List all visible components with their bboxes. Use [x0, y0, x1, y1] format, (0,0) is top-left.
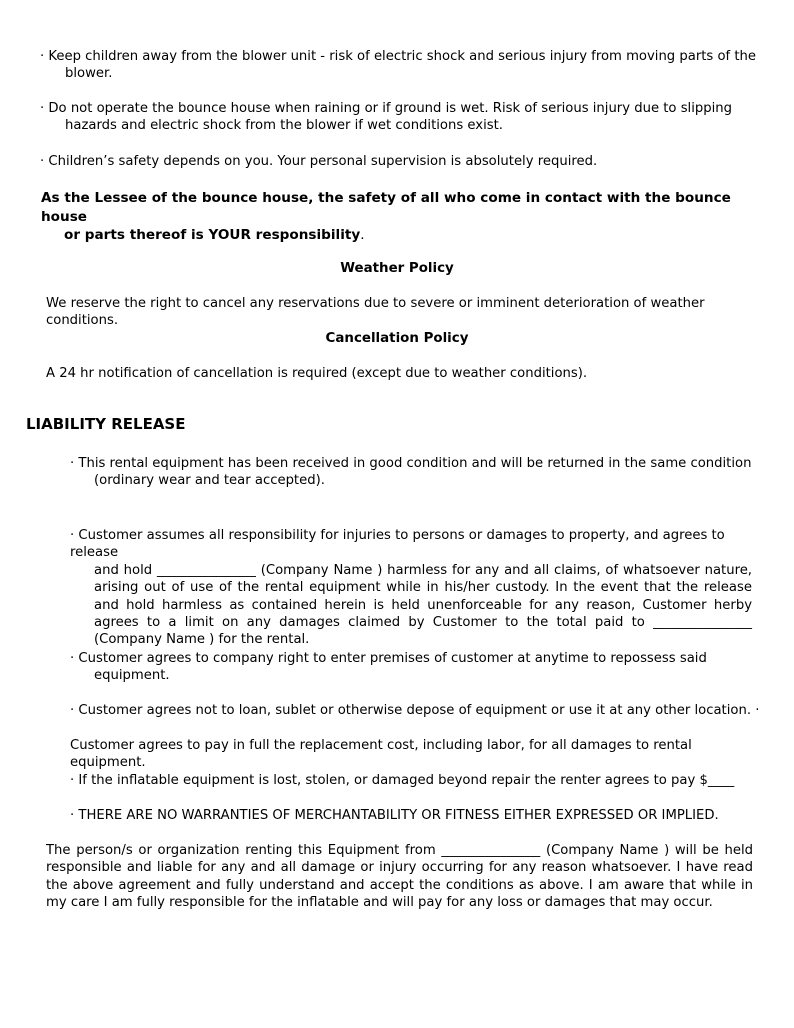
safety-item-1 [40, 48, 760, 83]
liability-item-2 [70, 527, 752, 649]
liability-item-6 [70, 772, 770, 789]
liability-item-3 [70, 650, 760, 685]
bullet-dot: · [40, 49, 45, 64]
liability-item-1 [70, 455, 760, 490]
cancellation-policy-title: Cancellation Policy [325, 331, 469, 346]
bullet-dot: · [40, 101, 45, 116]
safety-item-2 [40, 100, 760, 135]
liability-item-2-first: Customer assumes all responsibility for injuries to persons or damages to property, and agrees to release [70, 528, 725, 561]
lessee-line2: or parts thereof is YOUR responsibility [64, 227, 361, 243]
bullet-dot: · [40, 154, 45, 169]
liability-release-title: LIABILITY RELEASE [26, 415, 186, 433]
liability-item-5: Customer agrees to pay in full the replacement cost, including labor, for all damages to rental equipment. [70, 738, 692, 771]
lessee-line2-end: . [360, 227, 365, 243]
lessee-line1: As the Lessee of the bounce house, the safety of all who come in contact with the bounce house [41, 190, 731, 225]
safety-item-2-line2: hazards and electric shock from the blower if wet conditions exist. [65, 118, 503, 134]
liability-item-7 [70, 807, 770, 824]
liability-item-7-text: THERE ARE NO WARRANTIES OF MERCHANTABILITY OR FITNESS EITHER EXPRESSED OR IMPLIED. [78, 808, 719, 823]
liability-item-6-text: If the inflatable equipment is lost, stolen, or damaged beyond repair the renter agrees to pay $____ [78, 773, 735, 788]
bullet-dot: · [70, 528, 75, 543]
liability-item-3-line2: equipment. [94, 668, 170, 684]
liability-item-1-line1: This rental equipment has been received in good condition and will be returned in the same condition [78, 456, 752, 471]
liability-item-3-line1: Customer agrees to company right to enter premises of customer at anytime to repossess said [78, 651, 707, 666]
liability-item-4-text: Customer agrees not to loan, sublet or otherwise depose of equipment or use it at any other location. · [78, 703, 760, 718]
liability-item-1-line2: (ordinary wear and tear accepted). [94, 473, 325, 489]
cancellation-policy-text: A 24 hr notification of cancellation is required (except due to weather conditions). [46, 366, 588, 381]
safety-item-1-line1: Keep children away from the blower unit - risk of electric shock and serious injury from moving parts of the [48, 49, 757, 64]
bullet-dot: · [70, 456, 75, 471]
closing-paragraph: The person/s or organization renting this Equipment from _______________ (Company Name ) will be held responsible and liable for any and all damage or injury occurring for any reason whatsoever. I have read the above agreement and fully understand and accept the conditions as above. I am aware that while in my care I am fully responsible for the inflatable and will pay for any loss or damages that may occur. [46, 843, 753, 911]
bullet-dot: · [70, 773, 75, 788]
safety-item-3-line1: Children’s safety depends on you. Your personal supervision is absolutely required. [48, 154, 598, 169]
liability-item-4 [70, 702, 770, 719]
safety-item-1-line2: blower. [65, 66, 113, 82]
lessee-responsibility [41, 189, 761, 245]
safety-item-2-line1: Do not operate the bounce house when raining or if ground is wet. Risk of serious injury due to slipping [48, 101, 733, 116]
weather-policy-title: Weather Policy [340, 261, 454, 276]
liability-item-2-rest: and hold _______________ (Company Name ) harmless for any and all claims, of whatsoever nature, arising out of use of the rental equipment while in his/her custody. In the event that the release and hold harmless as contained herein is held unenforceable for any reason, Customer herby agrees to a limit on any damages claimed by Customer to the total paid to _______________ (Company Name ) for the rental. [94, 562, 752, 648]
weather-policy-text: We reserve the right to cancel any reservations due to severe or imminent deterioration of weather conditions. [46, 296, 705, 329]
bullet-dot: · [70, 703, 75, 718]
bullet-dot: · [70, 651, 75, 666]
safety-item-3 [40, 153, 760, 170]
bullet-dot: · [70, 808, 75, 823]
